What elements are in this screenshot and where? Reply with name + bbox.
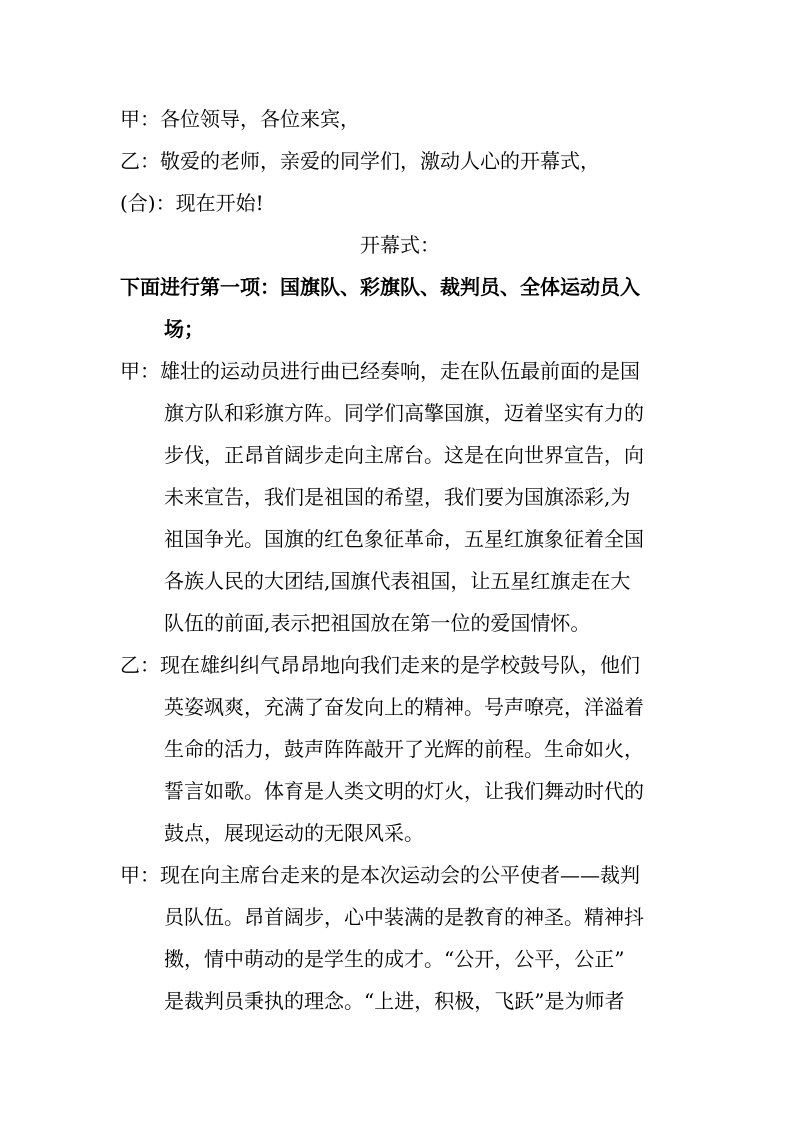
paragraph-yi-drum-band xyxy=(120,644,680,854)
paragraph-line: 各族人民的大团结,国旗代表祖国，让五星红旗走在大 xyxy=(164,569,631,593)
paragraph-jia-flag-team xyxy=(120,350,680,644)
paragraph-line: 旗方队和彩旗方阵。同学们高擎国旗，迈着坚实有力的 xyxy=(164,401,644,425)
item-title-continuation: 场； xyxy=(164,317,204,341)
opening-line-together: (合)：现在开始! xyxy=(120,191,264,215)
paragraph-line: 英姿飒爽，充满了奋发向上的精神。号声嘹亮，洋溢着 xyxy=(164,695,644,719)
paragraph-line: 誓言如歌。体育是人类文明的灯火，让我们舞动时代的 xyxy=(164,779,644,803)
paragraph-line: 擞，情中萌动的是学生的成才。“公开，公平，公正” xyxy=(164,947,625,971)
paragraph-line: 员队伍。昂首阔步，心中装满的是教育的神圣。精神抖 xyxy=(164,905,644,929)
paragraph-line: 是裁判员秉执的理念。“上进，积极，飞跃”是为师者 xyxy=(164,989,625,1013)
paragraph-line: 队伍的前面,表示把祖国放在第一位的爱国情怀。 xyxy=(164,611,591,635)
paragraph-first-line: 甲：雄壮的运动员进行曲已经奏响，走在队伍最前面的是国 xyxy=(120,359,640,383)
paragraph-line: 未来宣告，我们是祖国的希望，我们要为国旗添彩,为 xyxy=(164,485,631,509)
opening-line-jia: 甲：各位领导，各位来宾， xyxy=(120,107,360,131)
item-title-line: 下面进行第一项：国旗队、彩旗队、裁判员、全体运动员入 xyxy=(120,275,640,299)
paragraph-first-line: 乙：现在雄纠纠气昂昂地向我们走来的是学校鼓号队，他们 xyxy=(120,653,640,677)
paragraph-line: 祖国争光。国旗的红色象征革命，五星红旗象征着全国 xyxy=(164,527,644,551)
paragraph-line: 鼓点，展现运动的无限风采。 xyxy=(164,821,424,845)
section-heading: 开幕式： xyxy=(360,233,440,257)
paragraph-line: 步伐，正昂首阔步走向主席台。这是在向世界宣告，向 xyxy=(164,443,644,467)
paragraph-jia-referees xyxy=(120,854,680,1022)
document-body xyxy=(120,98,680,1022)
item-title xyxy=(120,266,680,350)
paragraph-first-line: 甲：现在向主席台走来的是本次运动会的公平使者——裁判 xyxy=(120,863,640,887)
opening-line-yi: 乙：敬爱的老师，亲爱的同学们，激动人心的开幕式， xyxy=(120,149,600,173)
paragraph-line: 生命的活力，鼓声阵阵敲开了光辉的前程。生命如火， xyxy=(164,737,644,761)
